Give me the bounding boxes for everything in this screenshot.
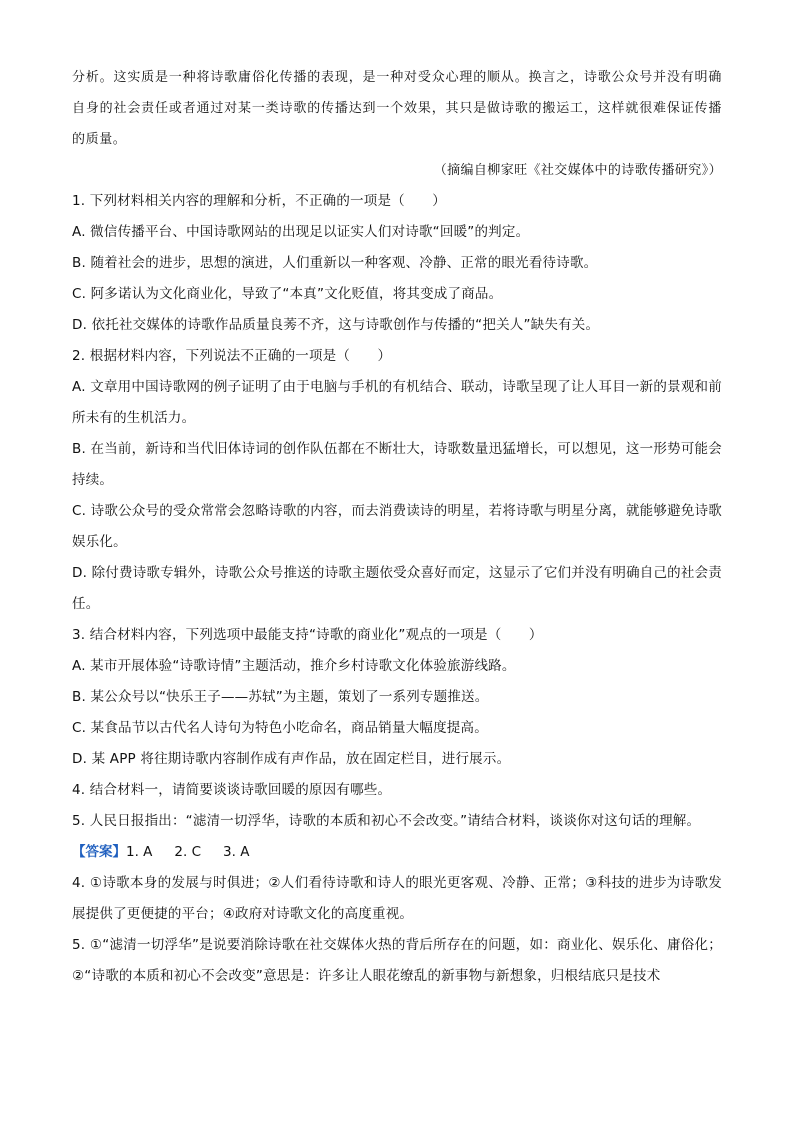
answer-tag: 【答案】 <box>72 844 126 860</box>
answer-5: 5. ①“滤清一切浮华”是说要消除诗歌在社交媒体火热的背后所存在的问题，如：商业化、娱乐化、庸俗化；②“诗歌的本质和初心不会改变”意思是：许多让人眼花缭乱的新事物与新想象，归根结底只是技术 <box>72 937 722 984</box>
question-2-option-b: B. 在当前，新诗和当代旧体诗词的创作队伍都在不断壮大，诗歌数量迅猛增长，可以想见，这一形势可能会持续。 <box>72 441 722 488</box>
answer-2: 2. C <box>174 844 202 860</box>
question-2-option-c: C. 诗歌公众号的受众常常会忽略诗歌的内容，而去消费读诗的明星，若将诗歌与明星分离，就能够避免诗歌娱乐化。 <box>72 503 722 550</box>
question-1-stem: 1. 下列材料相关内容的理解和分析，不正确的一项是（ ） <box>72 193 446 209</box>
question-2 <box>72 341 722 620</box>
answer-3: 3. A <box>223 844 250 860</box>
question-2-option-d: D. 除付费诗歌专辑外，诗歌公众号推送的诗歌主题依受众喜好而定，这显示了它们并没有明确自己的社会责任。 <box>72 565 722 612</box>
question-3 <box>72 620 722 775</box>
question-1-option-d: D. 依托社交媒体的诗歌作品质量良莠不齐，这与诗歌创作与传播的“把关人”缺失有关。 <box>72 317 600 333</box>
question-1 <box>72 186 722 341</box>
question-4-stem: 4. 结合材料一，请简要谈谈诗歌回暖的原因有哪些。 <box>72 782 392 798</box>
question-1-option-a: A. 微信传播平台、中国诗歌网站的出现足以证实人们对诗歌“回暖”的判定。 <box>72 224 530 240</box>
question-3-option-c: C. 某食品节以古代名人诗句为特色小吃命名，商品销量大幅度提高。 <box>72 720 488 736</box>
question-5-stem: 5. 人民日报指出：“滤清一切浮华，诗歌的本质和初心不会改变。”请结合材料，谈谈你对这句话的理解。 <box>72 813 701 829</box>
answer-choices <box>72 837 722 868</box>
question-3-option-d: D. 某 APP 将往期诗歌内容制作成有声作品，放在固定栏目，进行展示。 <box>72 751 511 767</box>
document-page <box>72 62 722 992</box>
answer-section <box>72 837 722 992</box>
question-3-option-b: B. 某公众号以“快乐王子——苏轼”为主题，策划了一系列专题推送。 <box>72 689 489 705</box>
passage-source: （摘编自柳家旺《社交媒体中的诗歌传播研究》） <box>433 163 722 178</box>
question-3-stem: 3. 结合材料内容，下列选项中最能支持“诗歌的商业化”观点的一项是（ ） <box>72 627 543 643</box>
question-3-option-a: A. 某市开展体验“诗歌诗情”主题活动，推介乡村诗歌文化体验旅游线路。 <box>72 658 516 674</box>
question-2-stem: 2. 根据材料内容，下列说法不正确的一项是（ ） <box>72 348 392 364</box>
question-2-option-a: A. 文章用中国诗歌网的例子证明了由于电脑与手机的有机结合、联动，诗歌呈现了让人耳目一新的景观和前所未有的生机活力。 <box>72 379 722 426</box>
question-1-option-b: B. 随着社会的进步，思想的演进，人们重新以一种客观、冷静、正常的眼光看待诗歌。 <box>72 255 598 271</box>
question-1-option-c: C. 阿多诺认为文化商业化，导致了“本真”文化贬值，将其变成了商品。 <box>72 286 503 302</box>
passage-tail: 分析。这实质是一种将诗歌庸俗化传播的表现，是一种对受众心理的顺从。换言之，诗歌公众号并没有明确自身的社会责任或者通过对某一类诗歌的传播达到一个效果，其只是做诗歌的搬运工，这样就很难保证传播的质量。 <box>72 70 722 147</box>
answer-1: 1. A <box>126 844 153 860</box>
answer-4: 4. ①诗歌本身的发展与时俱进；②人们看待诗歌和诗人的眼光更客观、冷静、正常；③科技的进步为诗歌发展提供了更便捷的平台；④政府对诗歌文化的高度重视。 <box>72 875 722 922</box>
